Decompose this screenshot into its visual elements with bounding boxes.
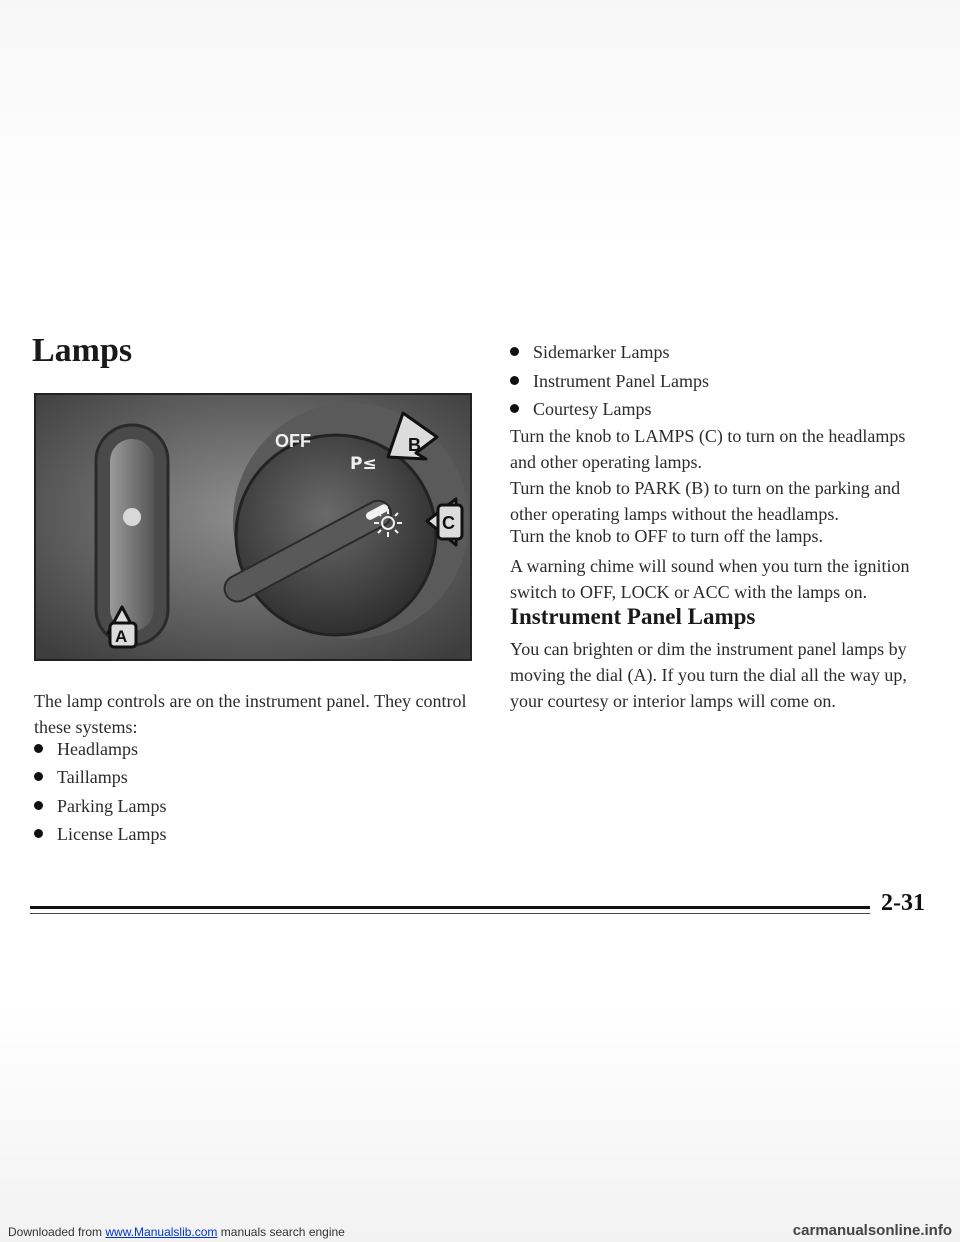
lamp-controls-illustration	[36, 395, 470, 659]
manualslib-link[interactable]: www.Manualslib.com	[105, 1225, 218, 1239]
section-title: Lamps	[32, 332, 133, 369]
instrument-panel-lamps-heading: Instrument Panel Lamps	[510, 604, 756, 629]
intro-paragraph: The lamp controls are on the instrument panel. They control these systems:	[34, 691, 467, 737]
off-position-label: OFF	[275, 431, 311, 451]
warning-chime-paragraph: A warning chime will sound when you turn the ignition switch to OFF, LOCK or ACC with the lamps on.	[510, 556, 910, 602]
bullet-dot	[510, 347, 519, 356]
bullet-item-parking-lamps: Parking Lamps	[34, 793, 167, 819]
park-paragraph: Turn the knob to PARK (B) to turn on the parking and other operating lamps without the headlamps.	[510, 478, 901, 524]
bullet-dot	[34, 829, 43, 838]
off-paragraph: Turn the knob to OFF to turn off the lamps.	[510, 526, 824, 546]
instrument-panel-paragraph: You can brighten or dim the instrument panel lamps by moving the dial (A). If you turn the dial all the way up, your courtesy or interior lamps will come on.	[510, 639, 907, 711]
bullet-dot	[34, 772, 43, 781]
bullet-item-taillamps: Taillamps	[34, 764, 128, 790]
bullet-item-instrument-panel-lamps: Instrument Panel Lamps	[510, 368, 709, 394]
bullet-dot	[510, 404, 519, 413]
lamps-paragraph: Turn the knob to LAMPS (C) to turn on the headlamps and other operating lamps.	[510, 426, 906, 472]
svg-text:B: B	[408, 435, 421, 455]
download-note: Downloaded from www.Manualslib.com manuals search engine	[8, 1225, 345, 1239]
footer-rule-thin	[30, 913, 870, 914]
bullet-dot	[510, 376, 519, 385]
bullet-dot	[34, 744, 43, 753]
bullet-item-courtesy-lamps: Courtesy Lamps	[510, 396, 652, 422]
bullet-item-license-lamps: License Lamps	[34, 821, 166, 847]
park-position-symbol: P≤	[350, 454, 377, 474]
lamp-controls-photo	[34, 393, 472, 661]
bullet-item-headlamps: Headlamps	[34, 736, 138, 762]
site-watermark: carmanualsonline.info	[792, 1222, 952, 1239]
page-number: 2-31	[881, 890, 925, 916]
footer-rule	[30, 906, 870, 909]
bullet-dot	[34, 801, 43, 810]
bullet-item-sidemarker-lamps: Sidemarker Lamps	[510, 339, 669, 365]
svg-text:A: A	[115, 627, 128, 646]
svg-text:C: C	[442, 513, 455, 533]
